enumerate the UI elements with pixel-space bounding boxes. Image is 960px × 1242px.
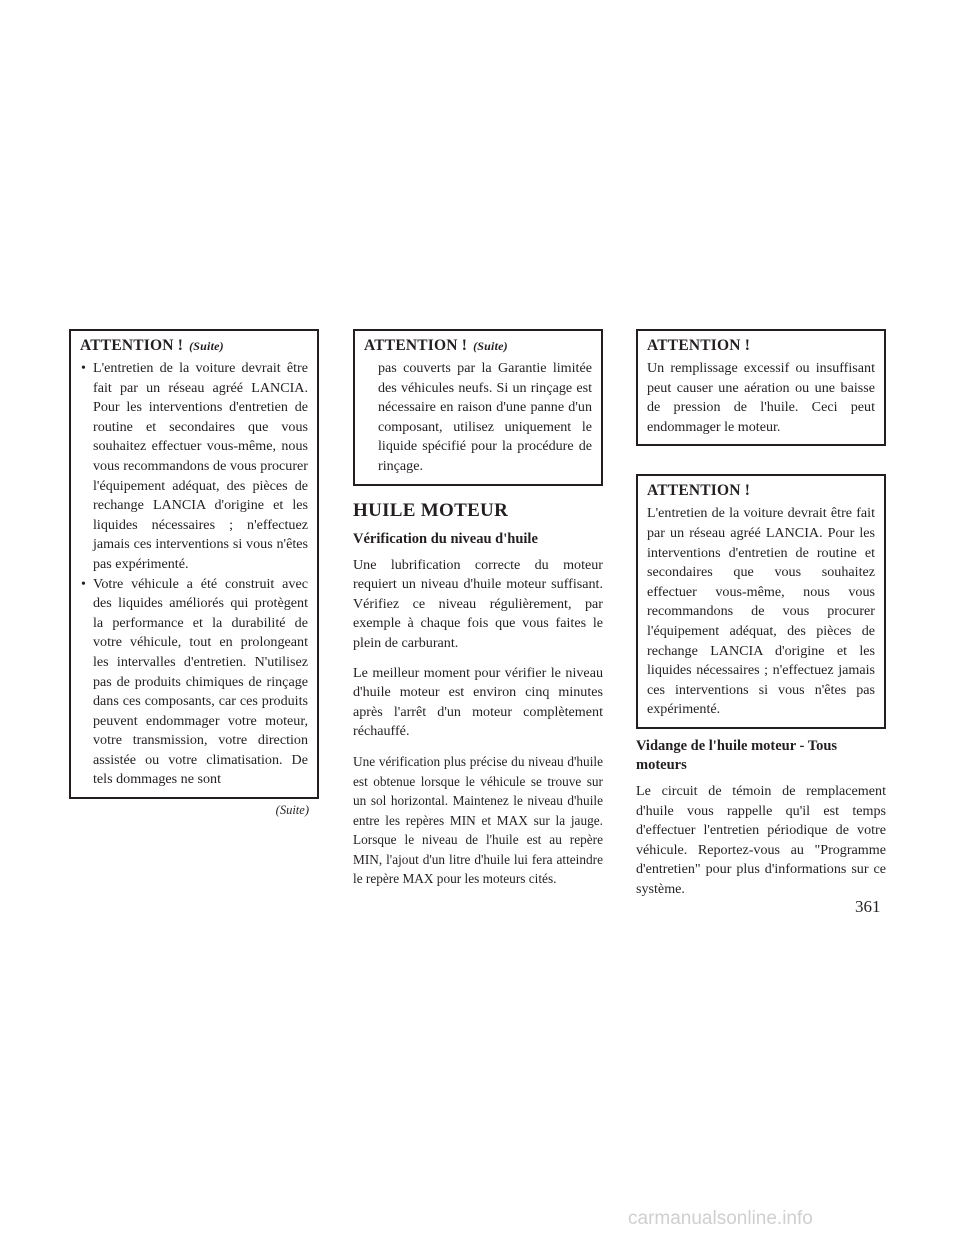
bullet-text: L'entretien de la voiture devrait être fait par un réseau agréé LANCIA. Pour les interventions d'entretien de routine et secondaires que vous souhaitez effectuer vous-même, nous vous recommandons de vous procurer l'équipement adéquat, des pièces de rechange LANCIA d'origine et les liquides nécessaires ; n'effectuez jamais ces interventions si vous n'êtes pas expérimenté.	[93, 360, 308, 572]
bullet-text: Votre véhicule a été construit avec des liquides améliorés qui protègent la performance et la durabilité de votre véhicule, tout en prolongeant les intervalles d'entretien. N'utilisez pas de produits chimiques de rinçage dans ces composants, car ces produits peuvent endommager votre moteur, votre transmission, votre direction assistée ou votre climatisation. De tels dommages ne sont	[93, 575, 308, 788]
body-paragraph: Le circuit de témoin de remplacement d'huile vous rappelle qu'il est temps d'effectuer l'entretien périodique de votre véhicule. Reportez-vous au "Programme d'entretien" pour plus d'informations sur ce système.	[636, 782, 886, 897]
column-left	[69, 329, 319, 818]
warning-box-continued	[353, 329, 603, 486]
warning-suite-label: (Suite)	[189, 339, 224, 353]
bullet-icon: •	[81, 575, 86, 592]
warning-box	[636, 329, 886, 446]
warning-box-continued	[69, 329, 319, 799]
warning-title	[80, 337, 308, 355]
warning-text: Un remplissage excessif ou insuffisant peut causer une aération ou une baisse de pression de l'huile. Ceci peut endommager le moteur.	[647, 360, 875, 435]
page-number: 361	[855, 897, 881, 916]
warning-box	[636, 474, 886, 729]
bullet-icon: •	[81, 360, 86, 376]
section-title: HUILE MOTEUR	[353, 499, 509, 521]
warning-title	[364, 337, 592, 355]
continued-footer: (Suite)	[275, 803, 309, 818]
bullet-item	[80, 575, 308, 791]
subsection-title: Vérification du niveau d'huile	[353, 530, 538, 547]
column-right	[636, 329, 886, 909]
watermark: carmanualsonline.info	[628, 1208, 813, 1229]
body-paragraph: Une lubrification correcte du moteur requiert un niveau d'huile moteur suffisant. Vérifiez ce niveau régulièrement, par exemple à chaque fois que vous faites le plein de carburant.	[353, 556, 603, 651]
warning-title-text: ATTENTION !	[80, 337, 184, 354]
warning-suite-label: (Suite)	[473, 339, 508, 353]
warning-title: ATTENTION !	[647, 337, 751, 354]
warning-text: L'entretien de la voiture devrait être fait par un réseau agréé LANCIA. Pour les interventions d'entretien de routine et secondaires que vous souhaitez effectuer vous-même, nous vous recommandons de vous procurer l'équipement adéquat, des pièces de rechange LANCIA d'origine et les liquides nécessaires ; n'effectuez jamais ces interventions si vous n'êtes pas expérimenté.	[647, 505, 875, 718]
column-middle	[353, 329, 603, 889]
warning-text: pas couverts par la Garantie limitée des véhicules neufs. Si un rinçage est nécessaire en raison d'une panne d'un composant, utilisez uniquement le liquide spécifié pour la procédure de rinçage.	[378, 360, 592, 474]
subsection-title: Vidange de l'huile moteur - Tous moteurs	[636, 737, 838, 773]
warning-title-text: ATTENTION !	[364, 337, 468, 354]
body-paragraph: Une vérification plus précise du niveau d'huile est obtenue lorsque le véhicule se trouve sur un sol horizontal. Maintenez le niveau d'huile entre les repères MIN et MAX sur la jauge. Lorsque le niveau de l'huile est au repère MIN, l'ajout d'un litre d'huile lui fera atteindre le repère MAX pour les moteurs cités.	[353, 753, 603, 887]
body-paragraph: Le meilleur moment pour vérifier le niveau d'huile moteur est environ cinq minutes après l'arrêt d'un moteur complètement réchauffé.	[353, 664, 603, 740]
bullet-item	[80, 359, 308, 575]
warning-title: ATTENTION !	[647, 482, 751, 500]
